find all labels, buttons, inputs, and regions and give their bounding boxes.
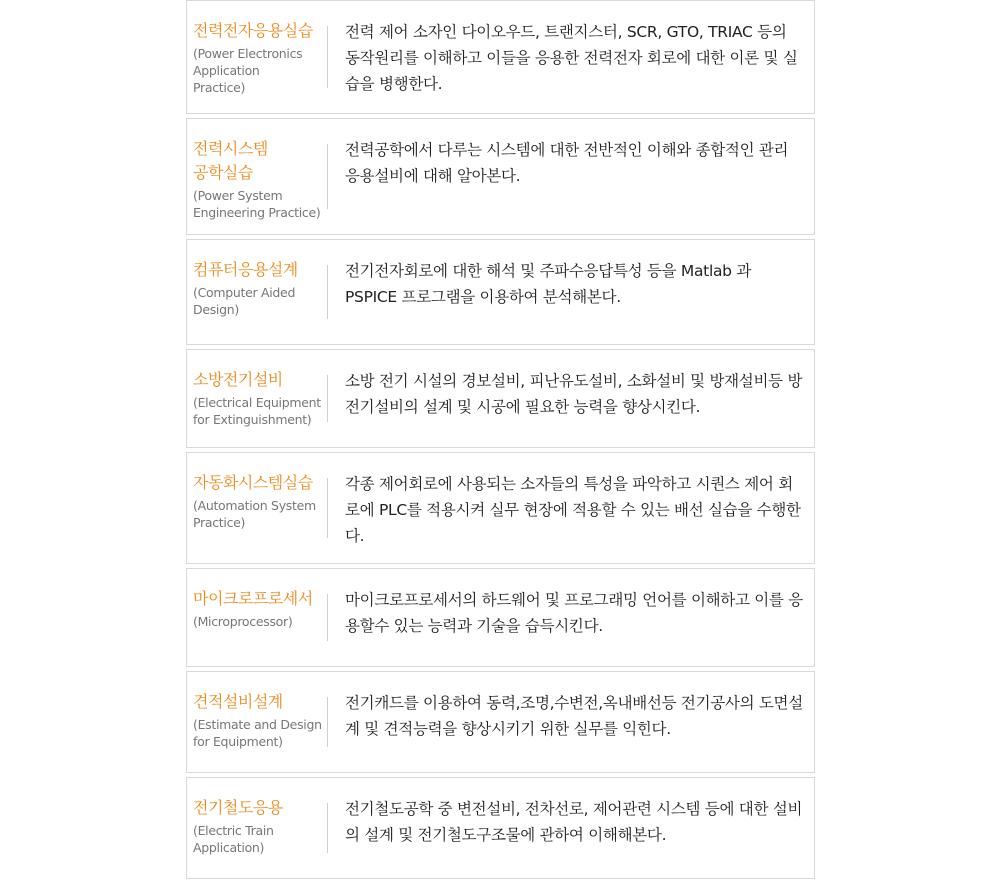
course-title: 전력전자응용실습 — [193, 21, 313, 40]
divider — [327, 375, 328, 422]
course-description: 각종 제어회로에 사용되는 소자들의 특성을 파악하고 시퀀스 제어 회로에 PLC를 적용시켜 실무 현장에 적용할 수 있는 배선 실습을 수행한다. — [345, 475, 801, 545]
course-subtitle: (Power System Engineering Practice) — [193, 188, 321, 220]
course-subtitle: (Computer Aided Design) — [193, 285, 296, 317]
course-heading — [193, 796, 328, 856]
course-card — [186, 349, 815, 448]
course-description: 마이크로프로세서의 하드웨어 및 프로그래밍 언어를 이해하고 이를 응용할수 있는 능력과 기술을 습득시킨다. — [345, 591, 803, 635]
divider — [327, 26, 328, 88]
course-card — [186, 671, 815, 773]
course-subtitle: (Electrical Equipment for Extinguishment) — [193, 395, 321, 427]
divider — [327, 803, 328, 853]
course-heading — [193, 690, 328, 750]
course-list — [186, 0, 815, 883]
course-description: 전력공학에서 다루는 시스템에 대한 전반적인 이해와 종합적인 관리 응용설비에 대해 알아본다. — [345, 141, 789, 185]
course-title: 전력시스템 공학실습 — [193, 139, 268, 182]
course-subtitle: (Estimate and Design for Equipment) — [193, 717, 322, 749]
divider — [327, 594, 328, 641]
divider — [327, 478, 328, 538]
course-title: 컴퓨터응용설계 — [193, 260, 298, 279]
course-card — [186, 777, 815, 879]
course-heading — [193, 19, 328, 96]
course-subtitle: (Microprocessor) — [193, 614, 293, 629]
course-title: 견적설비설계 — [193, 692, 283, 711]
course-title: 자동화시스템실습 — [193, 473, 313, 492]
course-heading — [193, 137, 328, 221]
course-description: 소방 전기 시설의 경보설비, 피난유도설비, 소화설비 및 방재설비등 방전기설비의 설계 및 시공에 필요한 능력을 향상시킨다. — [345, 372, 803, 416]
course-description: 전력 제어 소자인 다이오우드, 트랜지스터, SCR, GTO, TRIAC 등의 동작원리를 이해하고 이들을 응용한 전력전자 회로에 대한 이론 및 실습을 병행한다. — [345, 23, 798, 93]
course-title: 소방전기설비 — [193, 370, 283, 389]
course-subtitle: (Power Electronics Application Practice) — [193, 46, 303, 95]
course-description: 전기전자회로에 대한 해석 및 주파수응답특성 등을 Matlab 과 PSPICE 프로그램을 이용하여 분석해본다. — [345, 262, 751, 306]
course-title: 마이크로프로세서 — [193, 589, 313, 608]
course-card — [186, 239, 815, 345]
course-card — [186, 568, 815, 667]
course-description: 전기철도공학 중 변전설비, 전차선로, 제어관련 시스템 등에 대한 설비의 설계 및 전기철도구조물에 관하여 이해해본다. — [345, 800, 803, 844]
course-card — [186, 452, 815, 564]
course-subtitle: (Automation System Practice) — [193, 498, 316, 530]
course-description: 전기캐드를 이용하여 동력,조명,수변전,옥내배선등 전기공사의 도면설계 및 견적능력을 향상시키기 위한 실무를 익힌다. — [345, 694, 803, 738]
course-title: 전기철도응용 — [193, 798, 283, 817]
course-card — [186, 0, 815, 114]
divider — [327, 144, 328, 209]
divider — [327, 697, 328, 747]
divider — [327, 265, 328, 319]
course-subtitle: (Electric Train Application) — [193, 823, 274, 855]
course-heading — [193, 587, 328, 630]
course-heading — [193, 258, 328, 318]
course-heading — [193, 471, 328, 531]
course-card — [186, 118, 815, 235]
course-heading — [193, 368, 328, 428]
